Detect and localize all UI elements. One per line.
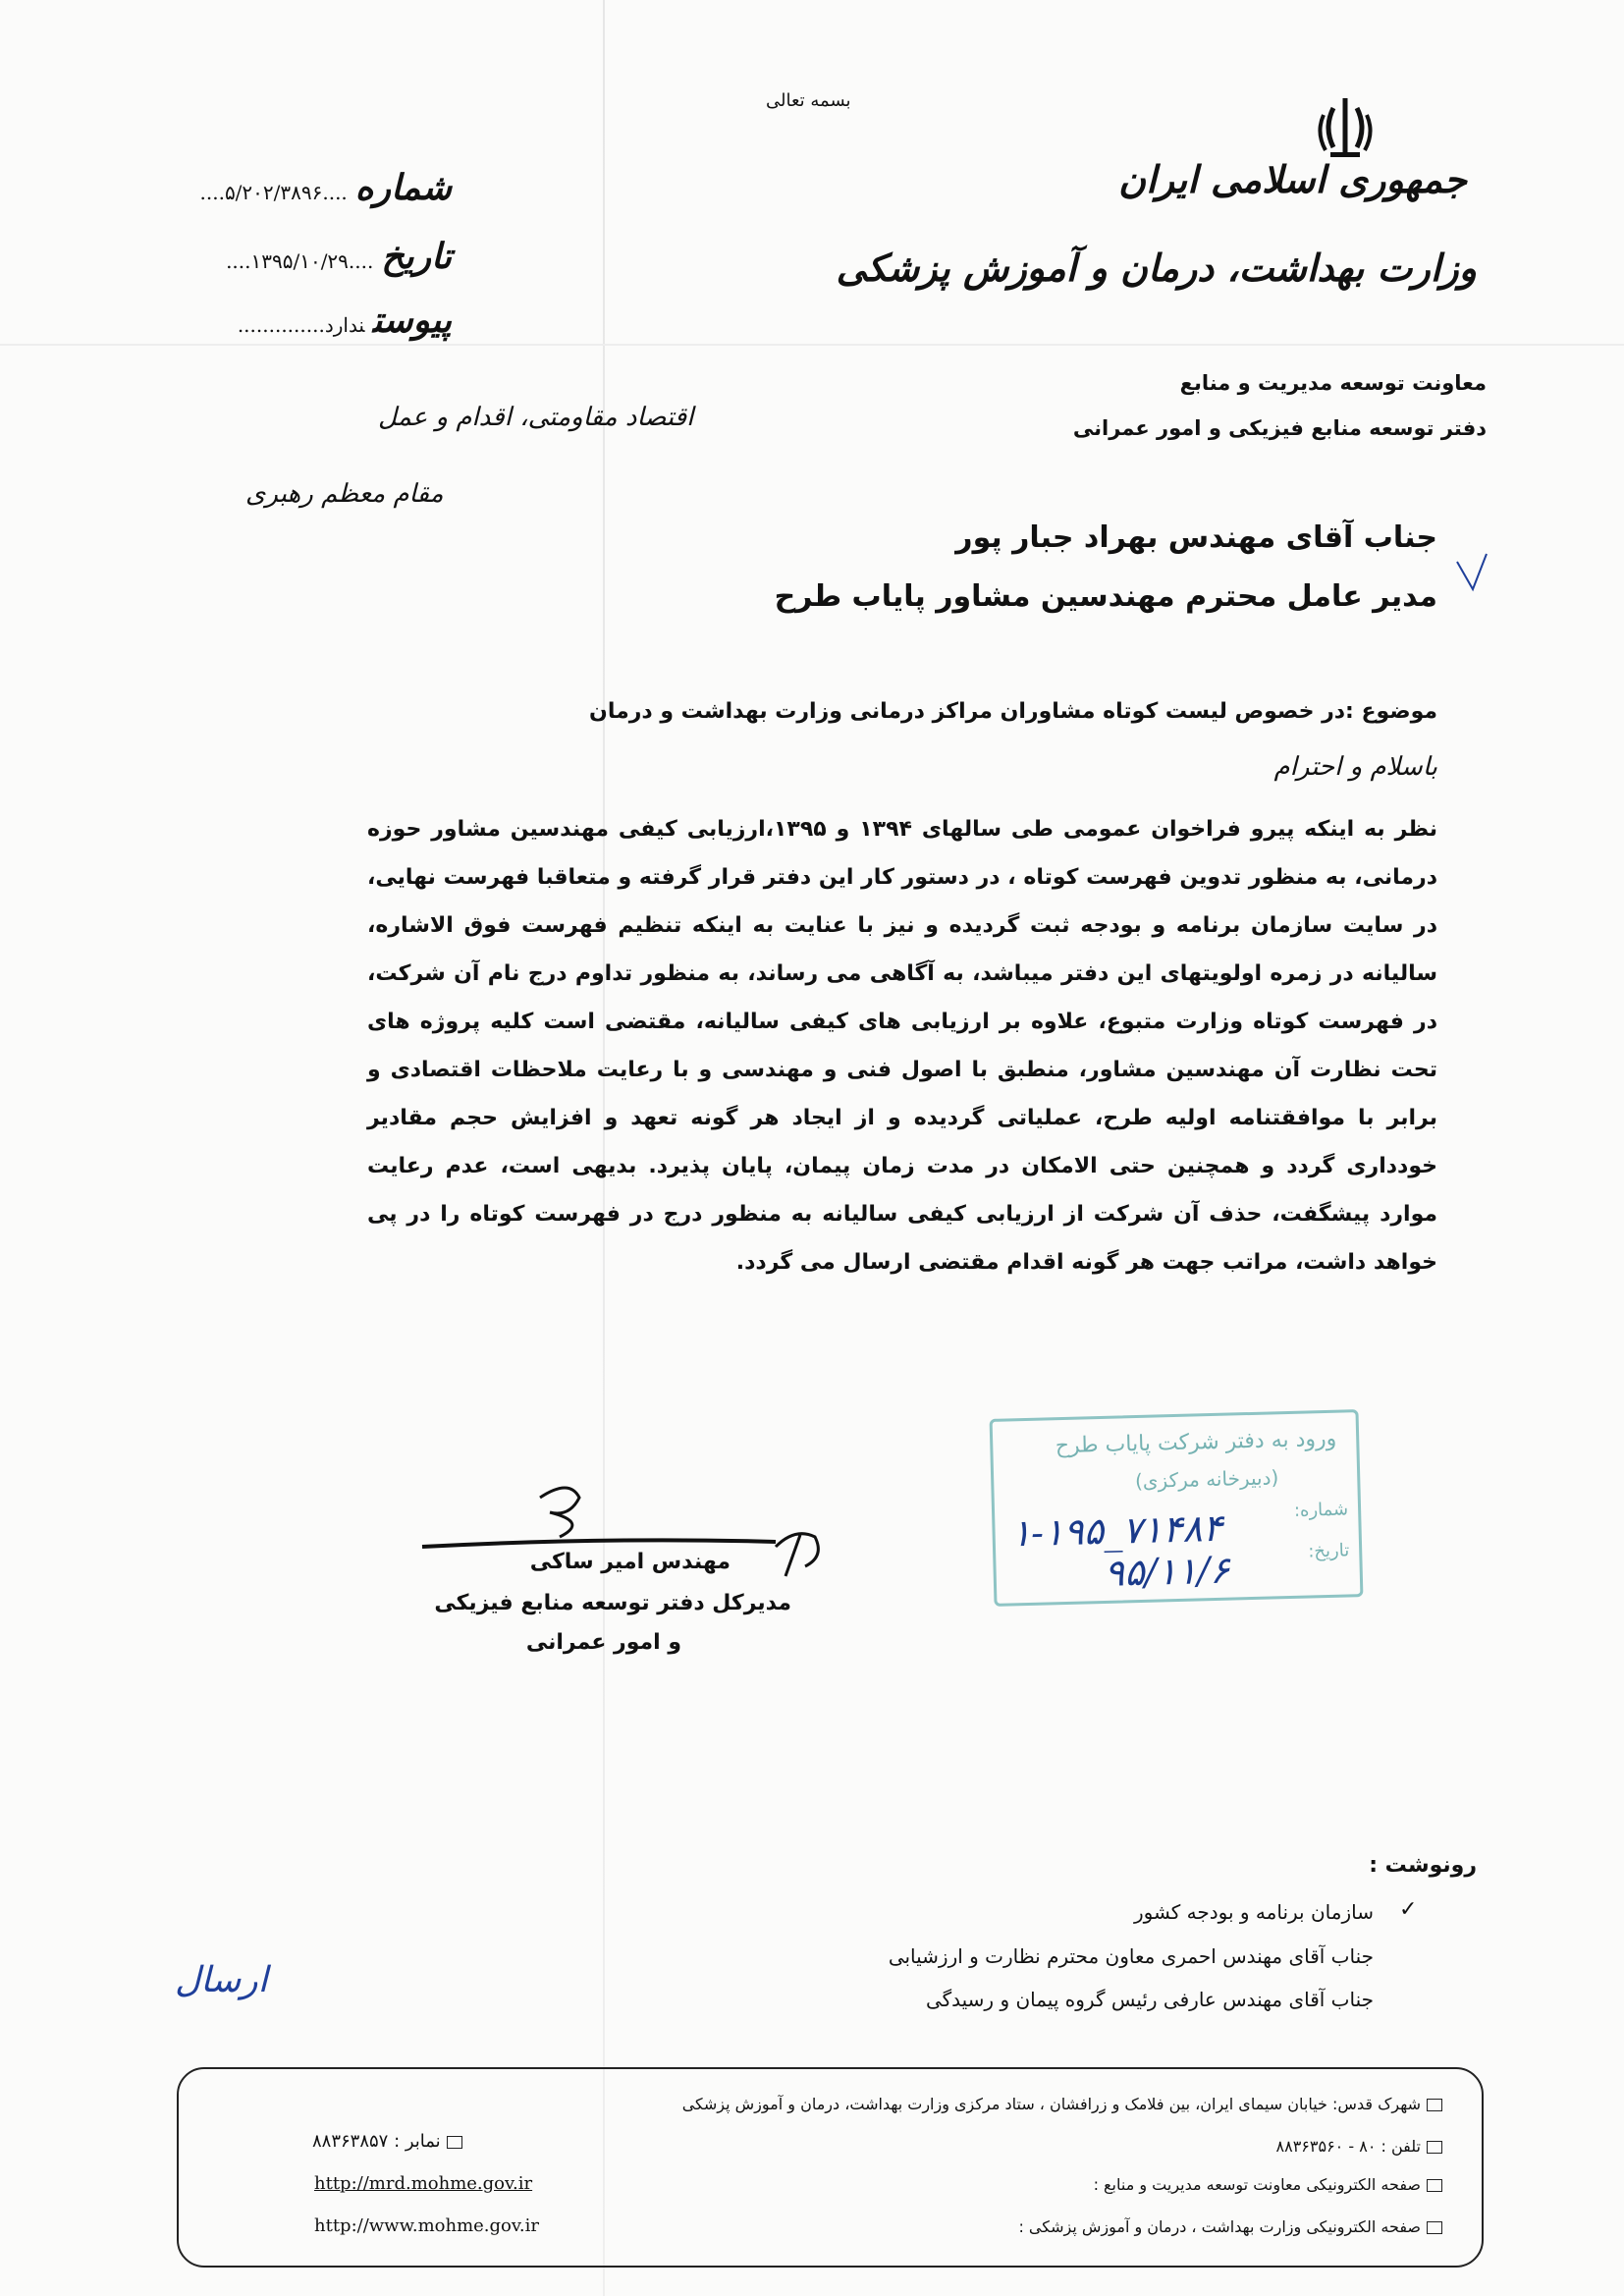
footer-website-deputy [1094, 2175, 1442, 2194]
stamp-number: ۱-۱۹۵_۷۱۴۸۴ [1010, 1505, 1223, 1556]
greeting: باسلام و احترام [1273, 752, 1437, 782]
letter-date-label: تاریخ [381, 236, 452, 277]
letter-attachment [157, 300, 452, 341]
footer-ministry-url: http://www.mohme.gov.ir [314, 2215, 539, 2236]
republic-title: جمهوری اسلامی ایران [1118, 157, 1467, 201]
letter-number [157, 167, 452, 208]
footer-phone-text: تلفن : ۸۰ - ۸۸۳۶۳۵۶۰ [1275, 2137, 1421, 2156]
deputy-name: معاونت توسعه مدیریت و منابع [1179, 371, 1487, 395]
letter-date-value: ....۱۳۹۵/۱۰/۲۹.... [226, 249, 374, 273]
footer-address [682, 2095, 1442, 2113]
letter-number-label: شماره [354, 167, 452, 208]
slogan-handwritten: اقتصاد مقاومتی، اقدام و عمل [378, 403, 694, 432]
letter-attachment-value: ندارد.............. [237, 313, 365, 337]
fax-icon [447, 2136, 462, 2149]
signer-name: مهندس امیر ساکی [529, 1550, 731, 1574]
handwritten-sent-note: ارسال [175, 1960, 268, 2000]
fold-line [0, 344, 1624, 346]
stamp-number-label: شماره: [1293, 1499, 1349, 1521]
basmala: بسمه تعالی [766, 90, 851, 111]
footer-website-ministry-label: صفحه الکترونیکی وزارت بهداشت ، درمان و آموزش پزشکی : [1018, 2217, 1421, 2236]
cc-item: جناب آقای مهندس عارفی رئیس گروه پیمان و رسیدگی [925, 1988, 1374, 2011]
letter-attachment-label: پیوست [372, 300, 452, 341]
stamp-date-label: تاریخ: [1308, 1540, 1350, 1562]
addressee-name: جناب آقای مهندس بهراد جبار پور [955, 520, 1437, 555]
mail-icon [1427, 2221, 1442, 2234]
receipt-stamp [990, 1409, 1364, 1607]
footer-deputy-url-link[interactable]: http://mrd.mohme.gov.ir [314, 2173, 533, 2194]
cc-item: سازمان برنامه و بودجه کشور [1133, 1900, 1374, 1924]
building-icon [1427, 2099, 1442, 2111]
letter-subject: موضوع :در خصوص لیست کوتاه مشاوران مراکز درمانی وزارت بهداشت و درمان [589, 699, 1437, 724]
stamp-line1: ورود به دفتر شرکت پایاب طرح [1055, 1426, 1337, 1459]
signer-title: مدیرکل دفتر توسعه منابع فیزیکی [434, 1591, 791, 1615]
letter-number-value: ....۵/۲۰۲/۳۸۹۶.... [199, 181, 348, 204]
mail-icon [1427, 2179, 1442, 2192]
footer-website-ministry [1018, 2217, 1442, 2236]
footer-fax-text: نمابر : ۸۸۳۶۳۸۵۷ [312, 2131, 441, 2152]
office-name: دفتر توسعه منابع فیزیکی و امور عمرانی [1072, 416, 1487, 440]
checkmark-icon [1453, 550, 1492, 599]
letter-date [157, 236, 452, 277]
cc-label: رونوشت : [1369, 1853, 1477, 1878]
cc-checkmark: ✓ [1399, 1897, 1418, 1922]
footer-website-deputy-label: صفحه الکترونیکی معاونت توسعه مدیریت و منابع : [1093, 2175, 1421, 2194]
footer-fax [312, 2131, 462, 2152]
stamp-date: ۹۵/۱۱/۶ [1104, 1548, 1230, 1595]
iran-emblem-icon [1316, 93, 1375, 162]
letter-body: نظر به اینکه پیرو فراخوان عمومی طی سالهای ۱۳۹۴ و ۱۳۹۵،ارزیابی کیفی مهندسین مشاور حوزه درمانی، به منظور تدوین فهرست کوتاه ، در دستور کار این دفتر قرار گرفته و متعاقبا فهرست نهایی، در سایت سازمان برنامه و بودجه ثبت گردیده و نیز با عنایت به اینکه تنظیم فهرست فوق الاشاره، سالیانه در زمره اولویتهای این دفتر میباشد، به آگاهی می رساند، به منظور تداوم درج نام آن شرکت، در فهرست کوتاه وزارت متبوع، علاوه بر ارزیابی های کیفی سالیانه، مقتضی است کلیه پروژه های تحت نظارت آن مهندسین مشاور، منطبق با اصول فنی و مهندسی و با رعایت ملاحظات اقتصادی و برابر با موافقتنامه اولیه طرح، عملیاتی گردیده و از ایجاد هر گونه تعهد و افزایش حجم مقادیر خودداری گردد و همچنین حتی الامکان در مدت زمان پیمان، پایان پذیرد. بدیهی است، عدم رعایت موارد پیشگفت، حذف آن شرکت از ارزیابی کیفی سالیانه به منظور درج در فهرست کوتاه را در پی خواهد داشت، مراتب جهت هر گونه اقدام مقتضی ارسال می گردد. [367, 817, 1437, 1275]
slogan-attribution: مقام معظم رهبری [245, 479, 444, 509]
footer-phone [1276, 2137, 1442, 2156]
phone-icon [1427, 2141, 1442, 2154]
ministry-title: وزارت بهداشت، درمان و آموزش پزشکی [836, 246, 1477, 290]
cc-item: جناب آقای مهندس احمری معاون محترم نظارت و ارزشیابی [888, 1944, 1374, 1968]
signer-title-continued: و امور عمرانی [525, 1630, 681, 1655]
stamp-line2: (دبیرخانه مرکزی) [1134, 1465, 1279, 1494]
addressee-title: مدیر عامل محترم مهندسین مشاور پایاب طرح [774, 579, 1437, 614]
footer-address-text: شهرک قدس: خیابان سیمای ایران، بین فلامک و زرافشان ، ستاد مرکزی وزارت بهداشت، درمان و آموزش پزشکی [681, 2095, 1421, 2113]
